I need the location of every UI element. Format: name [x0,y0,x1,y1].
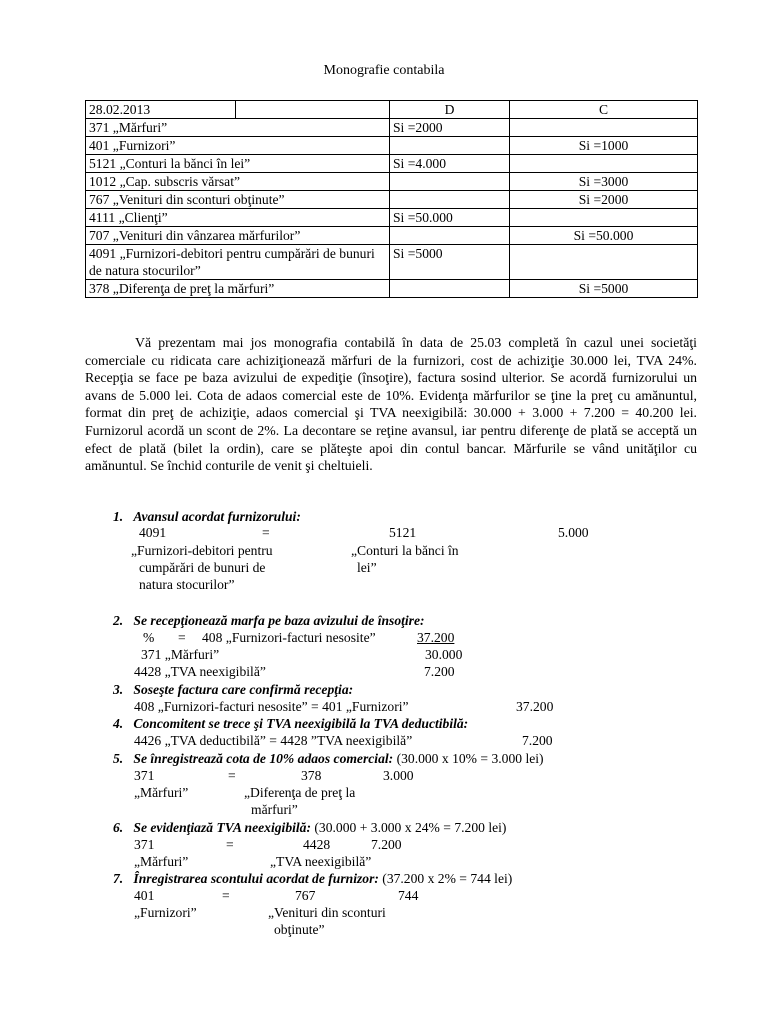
account-name: 401 „Furnizori” [86,137,390,155]
entry-7-debit-code: 401 [134,888,155,903]
document-title: Monografie contabila [323,63,445,78]
entry-2-amount-1: 30.000 [425,647,463,662]
table-row [86,209,698,227]
entry-5-credit-name-2: mărfuri” [251,802,298,817]
credit-balance: Si =50.000 [510,227,698,245]
entry-2-equals: = [178,630,186,645]
debit-balance [390,137,510,155]
entry-1-debit-name-2: cumpărări de bunuri de [139,560,266,575]
table-row [86,280,698,298]
entry-7-credit-name-2: obţinute” [274,922,325,937]
entry-7-credit-name-1: „Venituri din sconturi [268,905,386,920]
entry-5-credit-name-1: „Diferenţa de preţ la [244,785,356,800]
entry-5-calc: (30.000 x 10% = 3.000 lei) [393,751,544,766]
credit-balance: Si =1000 [510,137,698,155]
entry-1-debit-name-3: natura stocurilor” [139,577,235,592]
account-name: 371 „Mărfuri” [86,119,390,137]
entry-4-line: 4426 „TVA deductibilă” = 4428 ”TVA neexigibilă” [134,733,413,748]
credit-balance [510,245,698,280]
account-name: 767 „Venituri din sconturi obţinute” [86,191,390,209]
debit-balance: Si =5000 [390,245,510,280]
entry-1-debit-code: 4091 [139,525,167,540]
table-row [86,137,698,155]
entry-4-amount: 7.200 [522,733,553,748]
account-name: 4111 „Clienţi” [86,209,390,227]
intro-paragraph: Vă prezentam mai jos monografia contabilă în data de 25.03 completă în cazul unei societăţi comerciale cu ridicata care achiziţionează mărfuri de la furnizori, cost de achiziţie 30.000 lei, TVA 24%. Recepţia se face pe baza avizului de expediţie (însoţire), factura sosind ulterior. Se acordă furnizorului un avans de 5.000 lei. Cota de adaos comercial este de 10%. Evidenţa mărfurilor se ţine la preţ cu amănuntul, format din preţ de achiziţie, adaos comercial şi TVA neexigibilă: 30.000 + 3.000 + 7.200 = 40.200 lei. Furnizorul acordă un scont de 2%. La decontare se reţine avansul, iar pentru diferenţe de plată se acceptă un efect de plată (bilet la ordin), care se plăteşte apoi din contul bancar. Mărfurile se vând unităţilor cu amănuntul. Se închid conturile de venit şi cheltuieli. [85,335,697,474]
entry-5-equals: = [228,768,236,783]
entry-1-heading: 1. Avansul acordat furnizorului: [113,509,301,524]
entry-2-debit-1: 371 „Mărfuri” [141,647,220,662]
credit-balance: Si =3000 [510,173,698,191]
entry-1-amount: 5.000 [558,525,589,540]
entry-7-heading: 7. Înregistrarea scontului acordat de furnizor: (37.200 x 2% = 744 lei) [113,871,513,886]
table-header-row [86,101,698,119]
entry-2-debit-2: 4428 „TVA neexigibilă” [134,664,266,679]
entry-5-heading: 5. Se înregistrează cota de 10% adaos comercial: (30.000 x 10% = 3.000 lei) [113,751,544,766]
account-name: 5121 „Conturi la bănci în lei” [86,155,390,173]
entry-7-equals: = [222,888,230,903]
entry-6-amount: 7.200 [371,837,402,852]
debit-header: D [390,101,510,119]
entry-4-heading: 4. Concomitent se trece şi TVA neexigibilă la TVA deductibilă: [113,716,469,731]
entry-7-debit-name: „Furnizori” [134,905,197,920]
entry-2-percent: % [143,630,155,645]
account-name: 4091 „Furnizori-debitori pentru cumpărări de bunuri de natura stocurilor” [86,245,390,280]
entry-5-amount: 3.000 [383,768,414,783]
entry-6-heading: 6. Se evidenţiază TVA neexigibilă: (30.000 + 3.000 x 24% = 7.200 lei) [113,820,507,835]
credit-balance [510,155,698,173]
table-row [86,155,698,173]
credit-header: C [510,101,698,119]
entry-6-calc: (30.000 + 3.000 x 24% = 7.200 lei) [311,820,507,835]
entry-6-credit-name: „TVA neexigibilă” [270,854,372,869]
debit-balance: Si =50.000 [390,209,510,227]
debit-balance [390,173,510,191]
entry-2-credit: 408 „Furnizori-facturi nesosite” [202,630,376,645]
account-name: 1012 „Cap. subscris vărsat” [86,173,390,191]
table-row [86,227,698,245]
debit-balance [390,191,510,209]
credit-balance [510,209,698,227]
entry-1-debit-name-1: „Furnizori-debitori pentru [131,543,273,558]
credit-balance: Si =2000 [510,191,698,209]
credit-balance: Si =5000 [510,280,698,298]
debit-balance [390,227,510,245]
entry-2-total-amount: 37.200 [417,630,455,645]
entry-7-calc: (37.200 x 2% = 744 lei) [378,871,513,886]
entry-5-debit-name: „Mărfuri” [134,785,189,800]
table-row [86,173,698,191]
entry-2-heading: 2. Se recepţionează marfa pe baza avizului de însoţire: [113,613,425,628]
entry-7-credit-code: 767 [295,888,316,903]
entry-2-amount-2: 7.200 [424,664,455,679]
entry-7-amount: 744 [398,888,419,903]
entry-3-amount: 37.200 [516,699,554,714]
balance-table [85,100,698,298]
entry-5-debit-code: 371 [134,768,155,783]
table-row [86,245,698,280]
entry-6-debit-name: „Mărfuri” [134,854,189,869]
entry-6-equals: = [226,837,234,852]
table-row [86,191,698,209]
credit-balance [510,119,698,137]
debit-balance: Si =4.000 [390,155,510,173]
entry-1-credit-name-2: lei” [357,560,377,575]
entry-1-credit-code: 5121 [389,525,417,540]
debit-balance: Si =2000 [390,119,510,137]
entry-5-credit-code: 378 [301,768,322,783]
table-date: 28.02.2013 [86,101,236,119]
table-row [86,119,698,137]
entry-3-heading: 3. Soseşte factura care confirmă recepţia: [113,682,354,697]
entry-3-line: 408 „Furnizori-facturi nesosite” = 401 „Furnizori” [134,699,409,714]
entry-6-debit-code: 371 [134,837,155,852]
entry-6-credit-code: 4428 [303,837,331,852]
entry-1-equals: = [262,525,270,540]
entry-1-credit-name-1: „Conturi la bănci în [351,543,459,558]
debit-balance [390,280,510,298]
account-name: 378 „Diferenţa de preţ la mărfuri” [86,280,390,298]
account-name: 707 „Venituri din vânzarea mărfurilor” [86,227,390,245]
